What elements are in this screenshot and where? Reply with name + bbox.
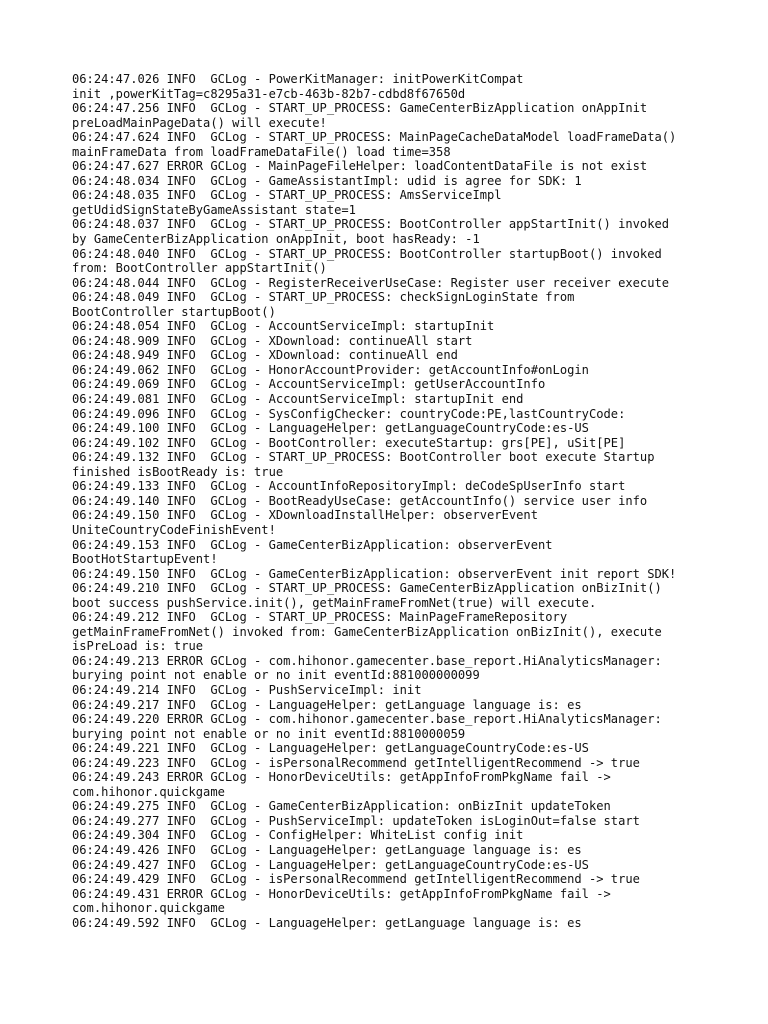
log-line: burying point not enable or no init eventId:881000000099 [72,668,480,683]
log-line: BootController startupBoot() [72,304,276,319]
log-line: com.hihonor.quickgame [72,784,225,799]
log-line: 06:24:49.429 INFO GCLog - isPersonalRecommend getIntelligentRecommend -> true [72,872,640,887]
log-line: 06:24:49.221 INFO GCLog - LanguageHelper: getLanguageCountryCode:es-US [72,741,589,756]
log-line: by GameCenterBizApplication onAppInit, boot hasReady: -1 [72,232,480,247]
log-line: 06:24:49.062 INFO GCLog - HonorAccountProvider: getAccountInfo#onLogin [72,362,589,377]
log-line: 06:24:49.081 INFO GCLog - AccountServiceImpl: startupInit end [72,392,524,407]
log-line: UniteCountryCodeFinishEvent! [72,522,276,537]
log-line: 06:24:49.427 INFO GCLog - LanguageHelper: getLanguageCountryCode:es-US [72,857,589,872]
log-line: BootHotStartupEvent! [72,552,218,567]
log-line: 06:24:48.049 INFO GCLog - START_UP_PROCESS: checkSignLoginState from [72,290,575,305]
log-line: 06:24:48.054 INFO GCLog - AccountServiceImpl: startupInit [72,319,495,334]
log-line: 06:24:49.213 ERROR GCLog - com.hihonor.gamecenter.base_report.HiAnalyticsManager: [72,653,662,668]
log-line: boot success pushService.init(), getMainFrameFromNet(true) will execute. [72,595,597,610]
log-line: 06:24:49.140 INFO GCLog - BootReadyUseCase: getAccountInfo() service user info [72,493,648,508]
log-line: 06:24:49.431 ERROR GCLog - HonorDeviceUtils: getAppInfoFromPkgName fail -> [72,886,611,901]
log-line: 06:24:49.153 INFO GCLog - GameCenterBizApplication: observerEvent [72,537,553,552]
log-text-block [72,72,722,930]
log-line: 06:24:49.592 INFO GCLog - LanguageHelper: getLanguage language is: es [72,915,582,930]
log-line: 06:24:48.035 INFO GCLog - START_UP_PROCESS: AmsServiceImpl [72,188,502,203]
log-line: getMainFrameFromNet() invoked from: GameCenterBizApplication onBizInit(), execute [72,624,662,639]
log-line: 06:24:49.133 INFO GCLog - AccountInfoRepositoryImpl: deCodeSpUserInfo start [72,479,626,494]
log-line: burying point not enable or no init eventId:8810000059 [72,726,466,741]
log-line: 06:24:49.212 INFO GCLog - START_UP_PROCESS: MainPageFrameRepository [72,610,568,625]
log-line: 06:24:49.069 INFO GCLog - AccountServiceImpl: getUserAccountInfo [72,377,546,392]
log-line: 06:24:49.217 INFO GCLog - LanguageHelper: getLanguage language is: es [72,697,582,712]
log-line: 06:24:48.034 INFO GCLog - GameAssistantImpl: udid is agree for SDK: 1 [72,173,582,188]
log-line: 06:24:49.243 ERROR GCLog - HonorDeviceUtils: getAppInfoFromPkgName fail -> [72,770,611,785]
log-line: 06:24:49.220 ERROR GCLog - com.hihonor.gamecenter.base_report.HiAnalyticsManager: [72,712,662,727]
log-line: 06:24:49.214 INFO GCLog - PushServiceImpl: init [72,682,422,697]
log-line: 06:24:49.096 INFO GCLog - SysConfigChecker: countryCode:PE,lastCountryCode: [72,406,626,421]
log-line: 06:24:47.627 ERROR GCLog - MainPageFileHelper: loadContentDataFile is not exist [72,159,648,174]
log-line: 06:24:47.624 INFO GCLog - START_UP_PROCESS: MainPageCacheDataModel loadFrameData() [72,130,677,145]
log-line: 06:24:48.037 INFO GCLog - START_UP_PROCESS: BootController appStartInit() invoked [72,217,670,232]
log-line: mainFrameData from loadFrameDataFile() load time=358 [72,144,451,159]
log-line: 06:24:49.426 INFO GCLog - LanguageHelper: getLanguage language is: es [72,842,582,857]
log-line: 06:24:49.275 INFO GCLog - GameCenterBizApplication: onBizInit updateToken [72,799,611,814]
log-line: 06:24:49.132 INFO GCLog - START_UP_PROCESS: BootController boot execute Startup [72,450,655,465]
log-line: 06:24:49.210 INFO GCLog - START_UP_PROCESS: GameCenterBizApplication onBizInit() [72,581,662,596]
log-line: 06:24:47.256 INFO GCLog - START_UP_PROCESS: GameCenterBizApplication onAppInit [72,101,648,116]
log-line: 06:24:49.277 INFO GCLog - PushServiceImpl: updateToken isLoginOut=false start [72,813,640,828]
log-line: 06:24:48.949 INFO GCLog - XDownload: continueAll end [72,348,458,363]
log-line: getUdidSignStateByGameAssistant state=1 [72,202,356,217]
log-line: 06:24:47.026 INFO GCLog - PowerKitManager: initPowerKitCompat [72,72,524,86]
log-line: 06:24:48.909 INFO GCLog - XDownload: continueAll start [72,333,473,348]
log-line: 06:24:49.150 INFO GCLog - XDownloadInstallHelper: observerEvent [72,508,538,523]
log-line: 06:24:49.223 INFO GCLog - isPersonalRecommend getIntelligentRecommend -> true [72,755,640,770]
log-line: isPreLoad is: true [72,639,204,654]
log-line: 06:24:49.304 INFO GCLog - ConfigHelper: WhiteList config init [72,828,524,843]
log-line: init ,powerKitTag=c8295a31-e7cb-463b-82b7-cdbd8f67650d [72,86,466,101]
log-line: 06:24:49.100 INFO GCLog - LanguageHelper: getLanguageCountryCode:es-US [72,421,589,436]
log-line: com.hihonor.quickgame [72,901,225,916]
log-line: preLoadMainPageData() will execute! [72,115,327,130]
log-line: 06:24:48.040 INFO GCLog - START_UP_PROCESS: BootController startupBoot() invoked [72,246,662,261]
log-line: finished isBootReady is: true [72,464,284,479]
log-line: from: BootController appStartInit() [72,261,327,276]
log-line: 06:24:48.044 INFO GCLog - RegisterReceiverUseCase: Register user receiver execute [72,275,670,290]
log-line: 06:24:49.102 INFO GCLog - BootController: executeStartup: grs[PE], uSit[PE] [72,435,626,450]
log-line: 06:24:49.150 INFO GCLog - GameCenterBizApplication: observerEvent init report SDK! [72,566,677,581]
